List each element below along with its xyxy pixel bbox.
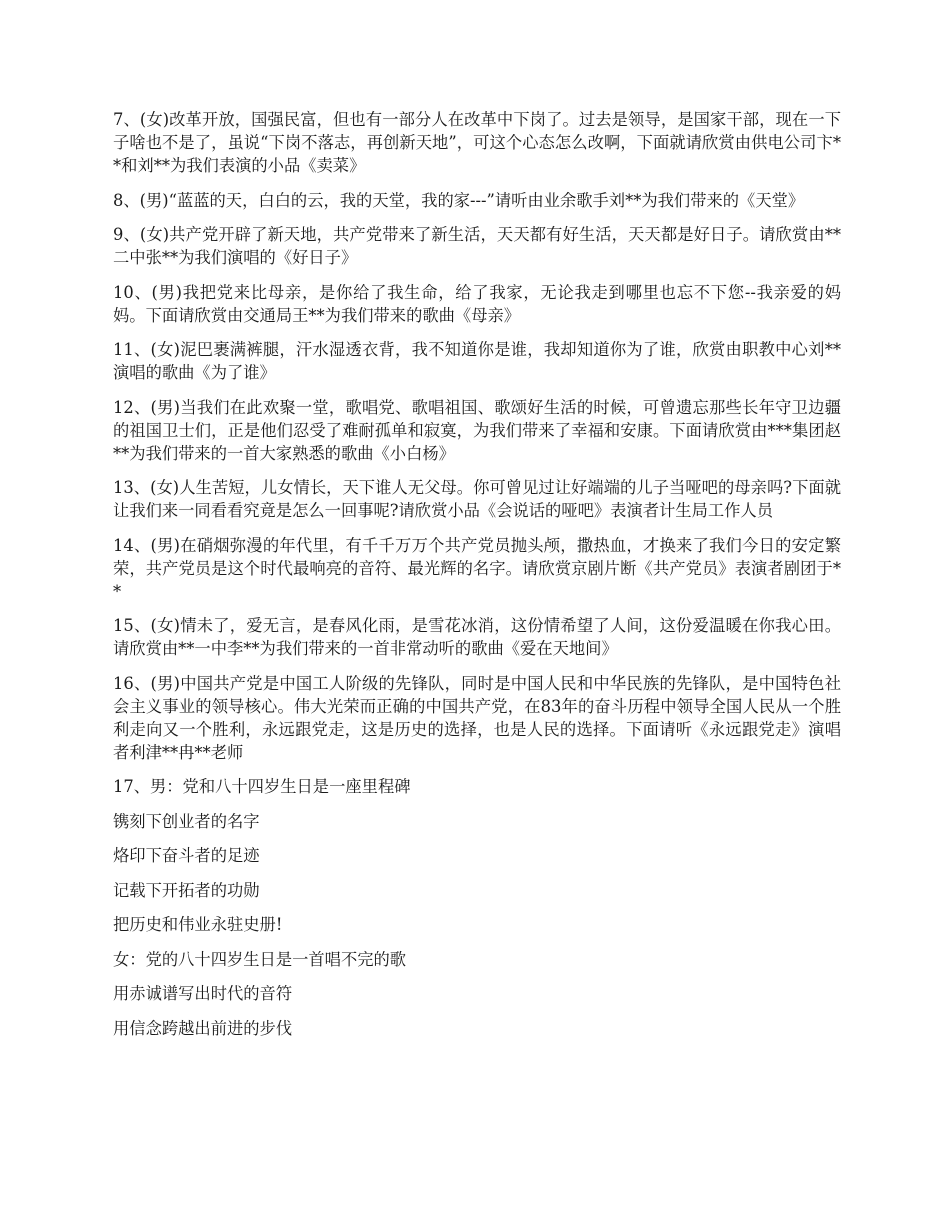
verse-line-2: 镌刻下创业者的名字 xyxy=(113,811,260,831)
paragraph-item-7: 7、(女)改革开放，国强民富，但也有一部分人在改革中下岗了。过去是领导，是国家干部，现在一下子啥也不是了，虽说“下岗不落志，再创新天地”，可这个心态怎么改啊，下面就请欣赏由供电公司卞**和刘**为我们表演的小品《卖菜》 xyxy=(113,110,841,175)
verse-line-4: 记载下开拓者的功勋 xyxy=(113,880,260,900)
verse-line-1: 17、男：党和八十四岁生日是一座里程碑 xyxy=(113,777,411,796)
verse-line-3: 烙印下奋斗者的足迹 xyxy=(113,846,260,865)
paragraph-item-10: 10、(男)我把党来比母亲，是你给了我生命，给了我家，无论我走到哪里也忘不下您--我亲爱的妈妈。下面请欣赏由交通局王**为我们带来的歌曲《母亲》 xyxy=(113,282,841,325)
verse-line-7: 用赤诚谱写出时代的音符 xyxy=(113,984,293,1003)
paragraph-item-16: 16、(男)中国共产党是中国工人阶级的先锋队，同时是中国人民和中华民族的先锋队，是中国特色社会主义事业的领导核心。伟大光荣而正确的中国共产党，在83年的奋斗历程中领导全国人民从一个胜利走向又一个胜利，永远跟党走，这是历史的选择，也是人民的选择。下面请听《永远跟党走》演唱者利津**冉**老师 xyxy=(113,673,841,762)
paragraph-item-15: 15、(女)情未了，爱无言，是春风化雨，是雪花冰消，这份情希望了人间，这份爱温暖在你我心田。请欣赏由**一中李**为我们带来的一首非常动听的歌曲《爱在天地间》 xyxy=(113,616,841,658)
paragraph-item-14: 14、(男)在硝烟弥漫的年代里，有千千万万个共产党员抛头颅，撒热血，才换来了我们今日的安定繁荣，共产党员是这个时代最响亮的音符、最光辉的名字。请欣赏京剧片断《共产党员》表演者剧团于** xyxy=(113,535,841,601)
verse-line-6: 女：党的八十四岁生日是一首唱不完的歌 xyxy=(113,949,407,969)
paragraph-item-13: 13、(女)人生苦短，儿女情长，天下谁人无父母。你可曾见过让好端端的儿子当哑吧的母亲吗?下面就让我们来一同看看究竟是怎么一回事呢?请欣赏小品《会说话的哑吧》表演者计生局工作人员 xyxy=(113,478,841,520)
paragraph-item-8: 8、(男)“蓝蓝的天，白白的云，我的天堂，我的家---”请听由业余歌手刘**为我们带来的《天堂》 xyxy=(113,190,805,210)
paragraph-item-11: 11、(女)泥巴裹满裤腿，汗水湿透衣背，我不知道你是谁，我却知道你为了谁，欣赏由职教中心刘**演唱的歌曲《为了谁》 xyxy=(113,340,841,382)
verse-line-5: 把历史和伟业永驻史册! xyxy=(113,915,283,934)
verse-line-8: 用信念跨越出前进的步伐 xyxy=(113,1018,293,1038)
paragraph-item-12: 12、(男)当我们在此欢聚一堂，歌唱党、歌唱祖国、歌颂好生活的时候，可曾遗忘那些长年守卫边疆的祖国卫士们，正是他们忍受了难耐孤单和寂寞，为我们带来了幸福和安康。下面请欣赏由***集团赵**为我们带来的一首大家熟悉的歌曲《小白杨》 xyxy=(113,397,841,463)
document-page xyxy=(113,108,841,1051)
paragraph-item-9: 9、(女)共产党开辟了新天地，共产党带来了新生活，天天都有好生活，天天都是好日子。请欣赏由**二中张**为我们演唱的《好日子》 xyxy=(113,225,841,267)
